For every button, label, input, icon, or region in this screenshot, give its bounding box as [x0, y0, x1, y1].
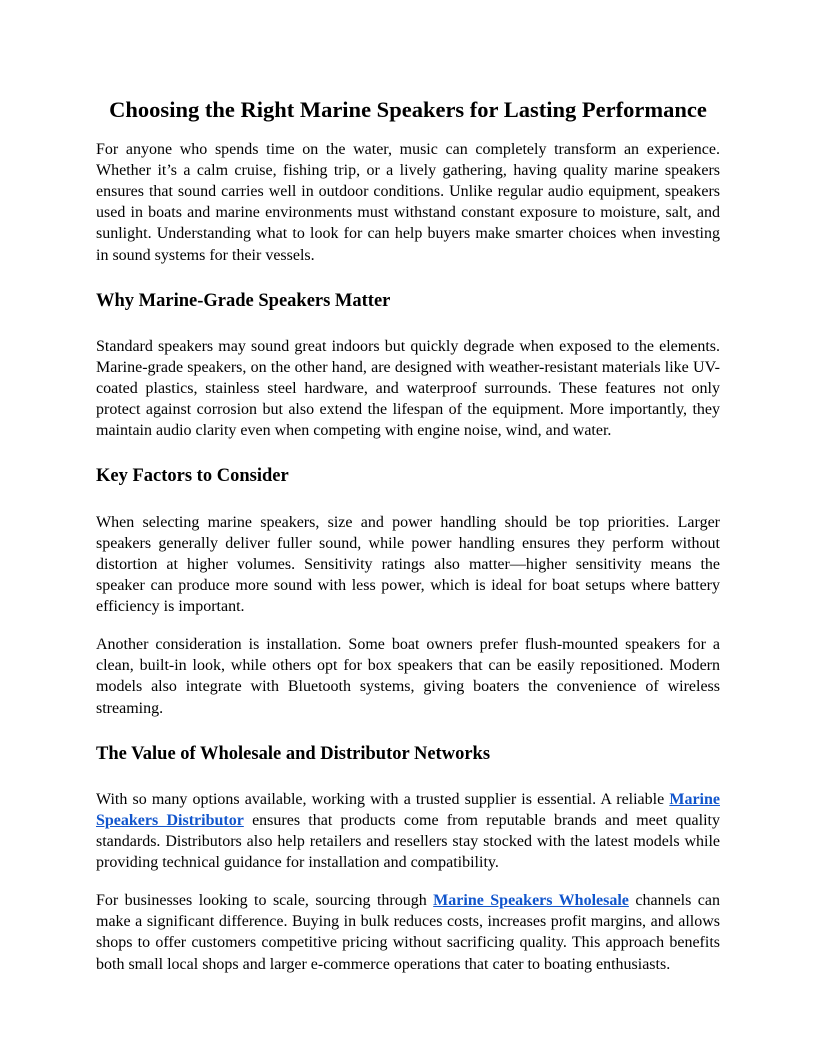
paragraph-marine-grade: Standard speakers may sound great indoors but quickly degrade when exposed to the elements. Marine-grade speakers, on the other hand, are designed with weather-resistant materials like UV-coated plastics, stainless steel hardware, and waterproof surrounds. These features not only protect against corrosion but also extend the lifespan of the equipment. More importantly, they maintain audio clarity even when competing with engine noise, wind, and water.	[96, 337, 720, 440]
paragraph-distributor	[96, 789, 720, 873]
marine-speakers-distributor-link[interactable]: Marine Speakers Distributor	[96, 790, 720, 829]
paragraph-text-segment: channels can make a significant difference. Buying in bulk reduces costs, increases profit margins, and allows shops to offer customers competitive pricing without sacrificing quality. This approach benefits both small local shops and larger e-commerce operations that cater to boating enthusiasts.	[96, 892, 721, 973]
paragraph-text-segment: With so many options available, working with a trusted supplier is essential. A reliable	[96, 790, 670, 808]
paragraph-size-power: When selecting marine speakers, size and power handling should be top priorities. Larger speakers generally deliver fuller sound, while power handling ensures they perform without distortion at higher volumes. Sensitivity ratings also matter—higher sensitivity means the speaker can produce more sound with less power, which is ideal for boat setups where battery efficiency is important.	[96, 513, 720, 616]
intro-paragraph: For anyone who spends time on the water, music can completely transform an experience. Whether it’s a calm cruise, fishing trip, or a lively gathering, having quality marine speakers ensures that sound carries well in outdoor conditions. Unlike regular audio equipment, speakers used in boats and marine environments must withstand constant exposure to moisture, salt, and sunlight. Understanding what to look for can help buyers make smarter choices when investing in sound systems for their vessels.	[96, 141, 720, 264]
paragraph-wholesale	[96, 890, 720, 974]
section-heading-why-marine-grade: Why Marine-Grade Speakers Matter	[96, 290, 391, 311]
marine-speakers-wholesale-link[interactable]: Marine Speakers Wholesale	[433, 892, 629, 910]
document-title: Choosing the Right Marine Speakers for Lasting Performance	[109, 97, 707, 122]
paragraph-text-segment: For businesses looking to scale, sourcing through	[96, 892, 434, 910]
section-heading-key-factors: Key Factors to Consider	[96, 466, 289, 487]
paragraph-text-segment: ensures that products come from reputable brands and meet quality standards. Distributors also help retailers and resellers stay stocked with the latest models while providing technical guidance for installation and compatibility.	[96, 811, 720, 872]
section-heading-wholesale-networks: The Value of Wholesale and Distributor Networks	[96, 743, 491, 764]
paragraph-installation: Another consideration is installation. Some boat owners prefer flush-mounted speakers for a clean, built-in look, while others opt for box speakers that can be easily repositioned. Modern models also integrate with Bluetooth systems, giving boaters the convenience of wireless streaming.	[96, 636, 720, 717]
